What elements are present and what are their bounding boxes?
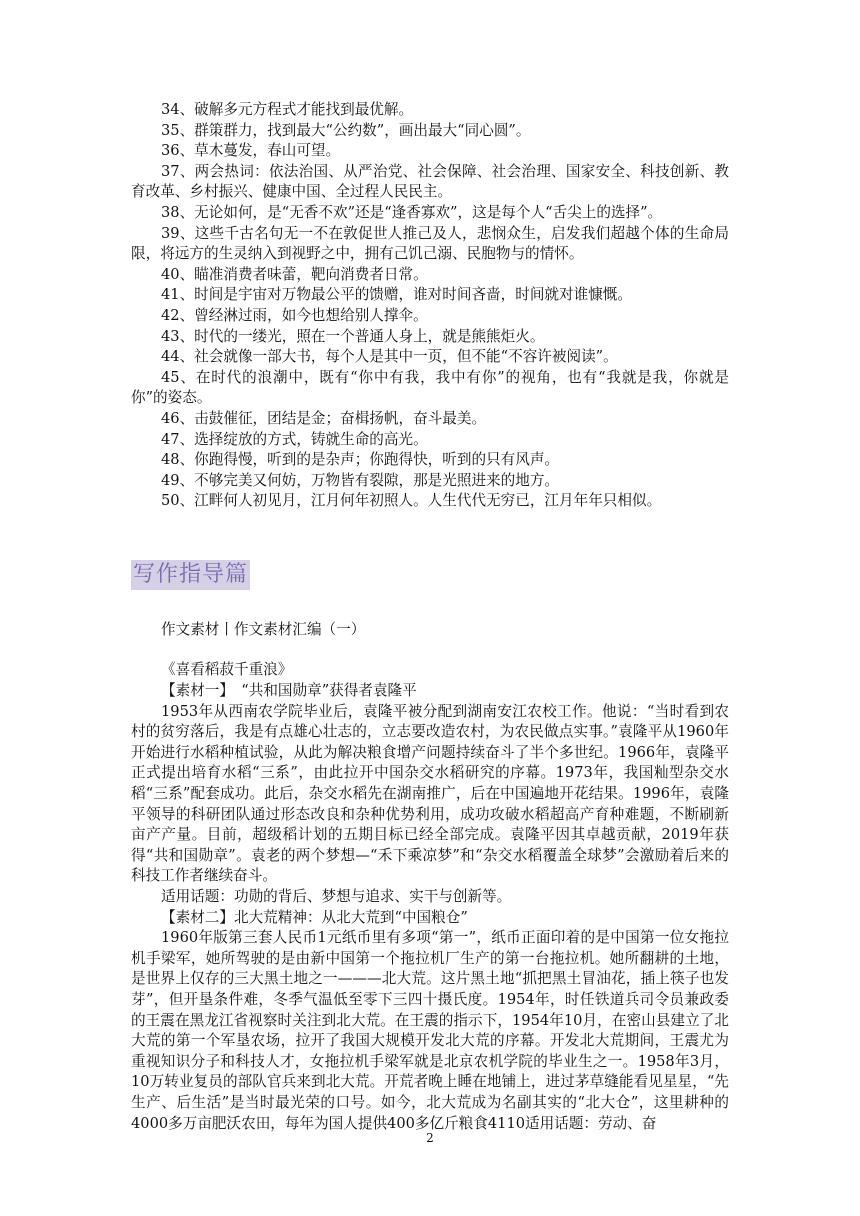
list-item: 44、社会就像一部大书，每个人是其中一页，但不能“不容许被阅读”。 xyxy=(161,348,618,366)
list-item: 46、击鼓催征，团结是金；奋楫扬帆，奋斗最美。 xyxy=(161,409,487,427)
page-number: 2 xyxy=(426,1131,434,1145)
list-item: 48、你跑得慢，听到的是杂声；你跑得快，听到的只有风声。 xyxy=(161,451,560,469)
section-heading: 写作指导篇 xyxy=(131,560,250,590)
list-item: 50、江畔何人初见月，江月何年初照人。人生代代无穷已，江月年年只相似。 xyxy=(161,492,662,510)
quote-list xyxy=(131,100,729,512)
section-heading-wrap xyxy=(131,560,729,590)
list-item: 36、草木蔓发，春山可望。 xyxy=(161,142,341,160)
list-item: 47、选择绽放的方式，铸就生命的高光。 xyxy=(161,430,428,448)
list-item: 39、这些千古名句无一不在敦促世人推己及人，悲悯众生，启发我们超越个体的生命局限，将远方的生灵纳入到视野之中，拥有己饥己溺、民胞物与的情怀。 xyxy=(131,224,729,263)
list-item: 45、在时代的浪潮中，既有“你中有我，我中有你”的视角，也有“我就是我，你就是你”的姿态。 xyxy=(131,368,729,407)
list-item: 40、瞄准消费者味蕾，靶向消费者日常。 xyxy=(161,265,428,283)
material1-heading: 【素材一】 “共和国勋章”获得者袁隆平 xyxy=(161,682,417,700)
list-item: 35、群策群力，找到最大“公约数”，画出最大“同心圆”。 xyxy=(161,121,531,139)
material2-body: 1960年版第三套人民币1元纸币里有多项“第一”，纸币正面印着的是中国第一位女拖拉机手梁军，她所驾驶的是由新中国第一个拖拉机厂生产的第一台拖拉机。她所翻耕的土地，是世界上仅存的三大黑土地之一———北大荒。这片黑土地“抓把黑土冒油花，插上筷子也发芽”，但开垦条件难，冬季气温低至零下三四十摄氏度。1954年，时任铁道兵司令员兼政委的王震在黑龙江省视察时关注到北大荒。在王震的指示下，1954年10月，在密山县建立了北大荒的第一个军垦农场，拉开了我国大规模开发北大荒的序幕。开发北大荒期间，王震尤为重视知识分子和科技人才，女拖拉机手梁军就是北京农机学院的毕业生之一。1958年3月，10万转业复员的部队官兵来到北大荒。开荒者晚上睡在地铺上，进过茅草缝能看见星星，“先生产、后生活”是当时最光荣的口号。如今，北大荒成为名副其实的“北大仓”，这里耕种的4000多万亩肥沃农田，每年为国人提供400多亿斤粮食4110适用话题：劳动、奋 xyxy=(131,929,729,1132)
material1-body: 1953年从西南农学院毕业后，袁隆平被分配到湖南安江农校工作。他说：“当时看到农村的贫穷落后，我是有点雄心壮志的，立志要改造农村，为农民做点实事。”袁隆平从1960年开始进行水稻种植试验，从此为解决粮食增产问题持续奋斗了半个多世纪。1966年，袁隆平正式提出培育水稻“三系”，由此拉开中国杂交水稻研究的序幕。1973年，我国籼型杂交水稻“三系”配套成功。此后，杂交水稻先在湖南推广，后在中国遍地开花结果。1996年，袁隆平领导的科研团队通过形态改良和杂种优势利用，成功攻破水稻超高产育种难题，不断刷新亩产产量。目前，超级稻计划的五期目标已经全部完成。袁隆平因其卓越贡献，2019年获得“共和国勋章”。袁老的两个梦想—“禾下乘凉梦”和“杂交水稻覆盖全球梦”会激励着后来的科技工作者继续奋斗。 xyxy=(131,702,729,885)
list-item: 43、时代的一缕光，照在一个普通人身上，就是熊熊炬火。 xyxy=(161,327,545,345)
material1-topics: 适用话题：功勋的背后、梦想与追求、实干与创新等。 xyxy=(161,888,512,905)
list-item: 37、两会热词：依法治国、从严治党、社会保障、社会治理、国家安全、科技创新、教育改革、乡村振兴、健康中国、全过程人民民主。 xyxy=(131,162,729,201)
list-item: 41、时间是宇宙对万物最公平的馈赠，谁对时间吝啬，时间就对谁慷慨。 xyxy=(161,286,632,304)
list-item: 34、破解多元方程式才能找到最优解。 xyxy=(161,101,414,118)
list-item: 42、曾经淋过雨，如今也想给别人撑伞。 xyxy=(161,306,428,324)
article-subtitle: 作文素材丨作文素材汇编（一） xyxy=(161,620,366,638)
page-content xyxy=(131,100,729,1134)
book-title: 《喜看稻菽千重浪》 xyxy=(161,661,293,679)
list-item: 38、无论如何，是“无香不欢”还是“逢香寡欢”，这是每个人“舌尖上的选择”。 xyxy=(161,203,663,221)
list-item: 49、不够完美又何妨，万物皆有裂隙，那是光照进来的地方。 xyxy=(161,471,560,489)
material2-heading: 【素材二】北大荒精神：从北大荒到“中国粮仓” xyxy=(161,908,468,926)
